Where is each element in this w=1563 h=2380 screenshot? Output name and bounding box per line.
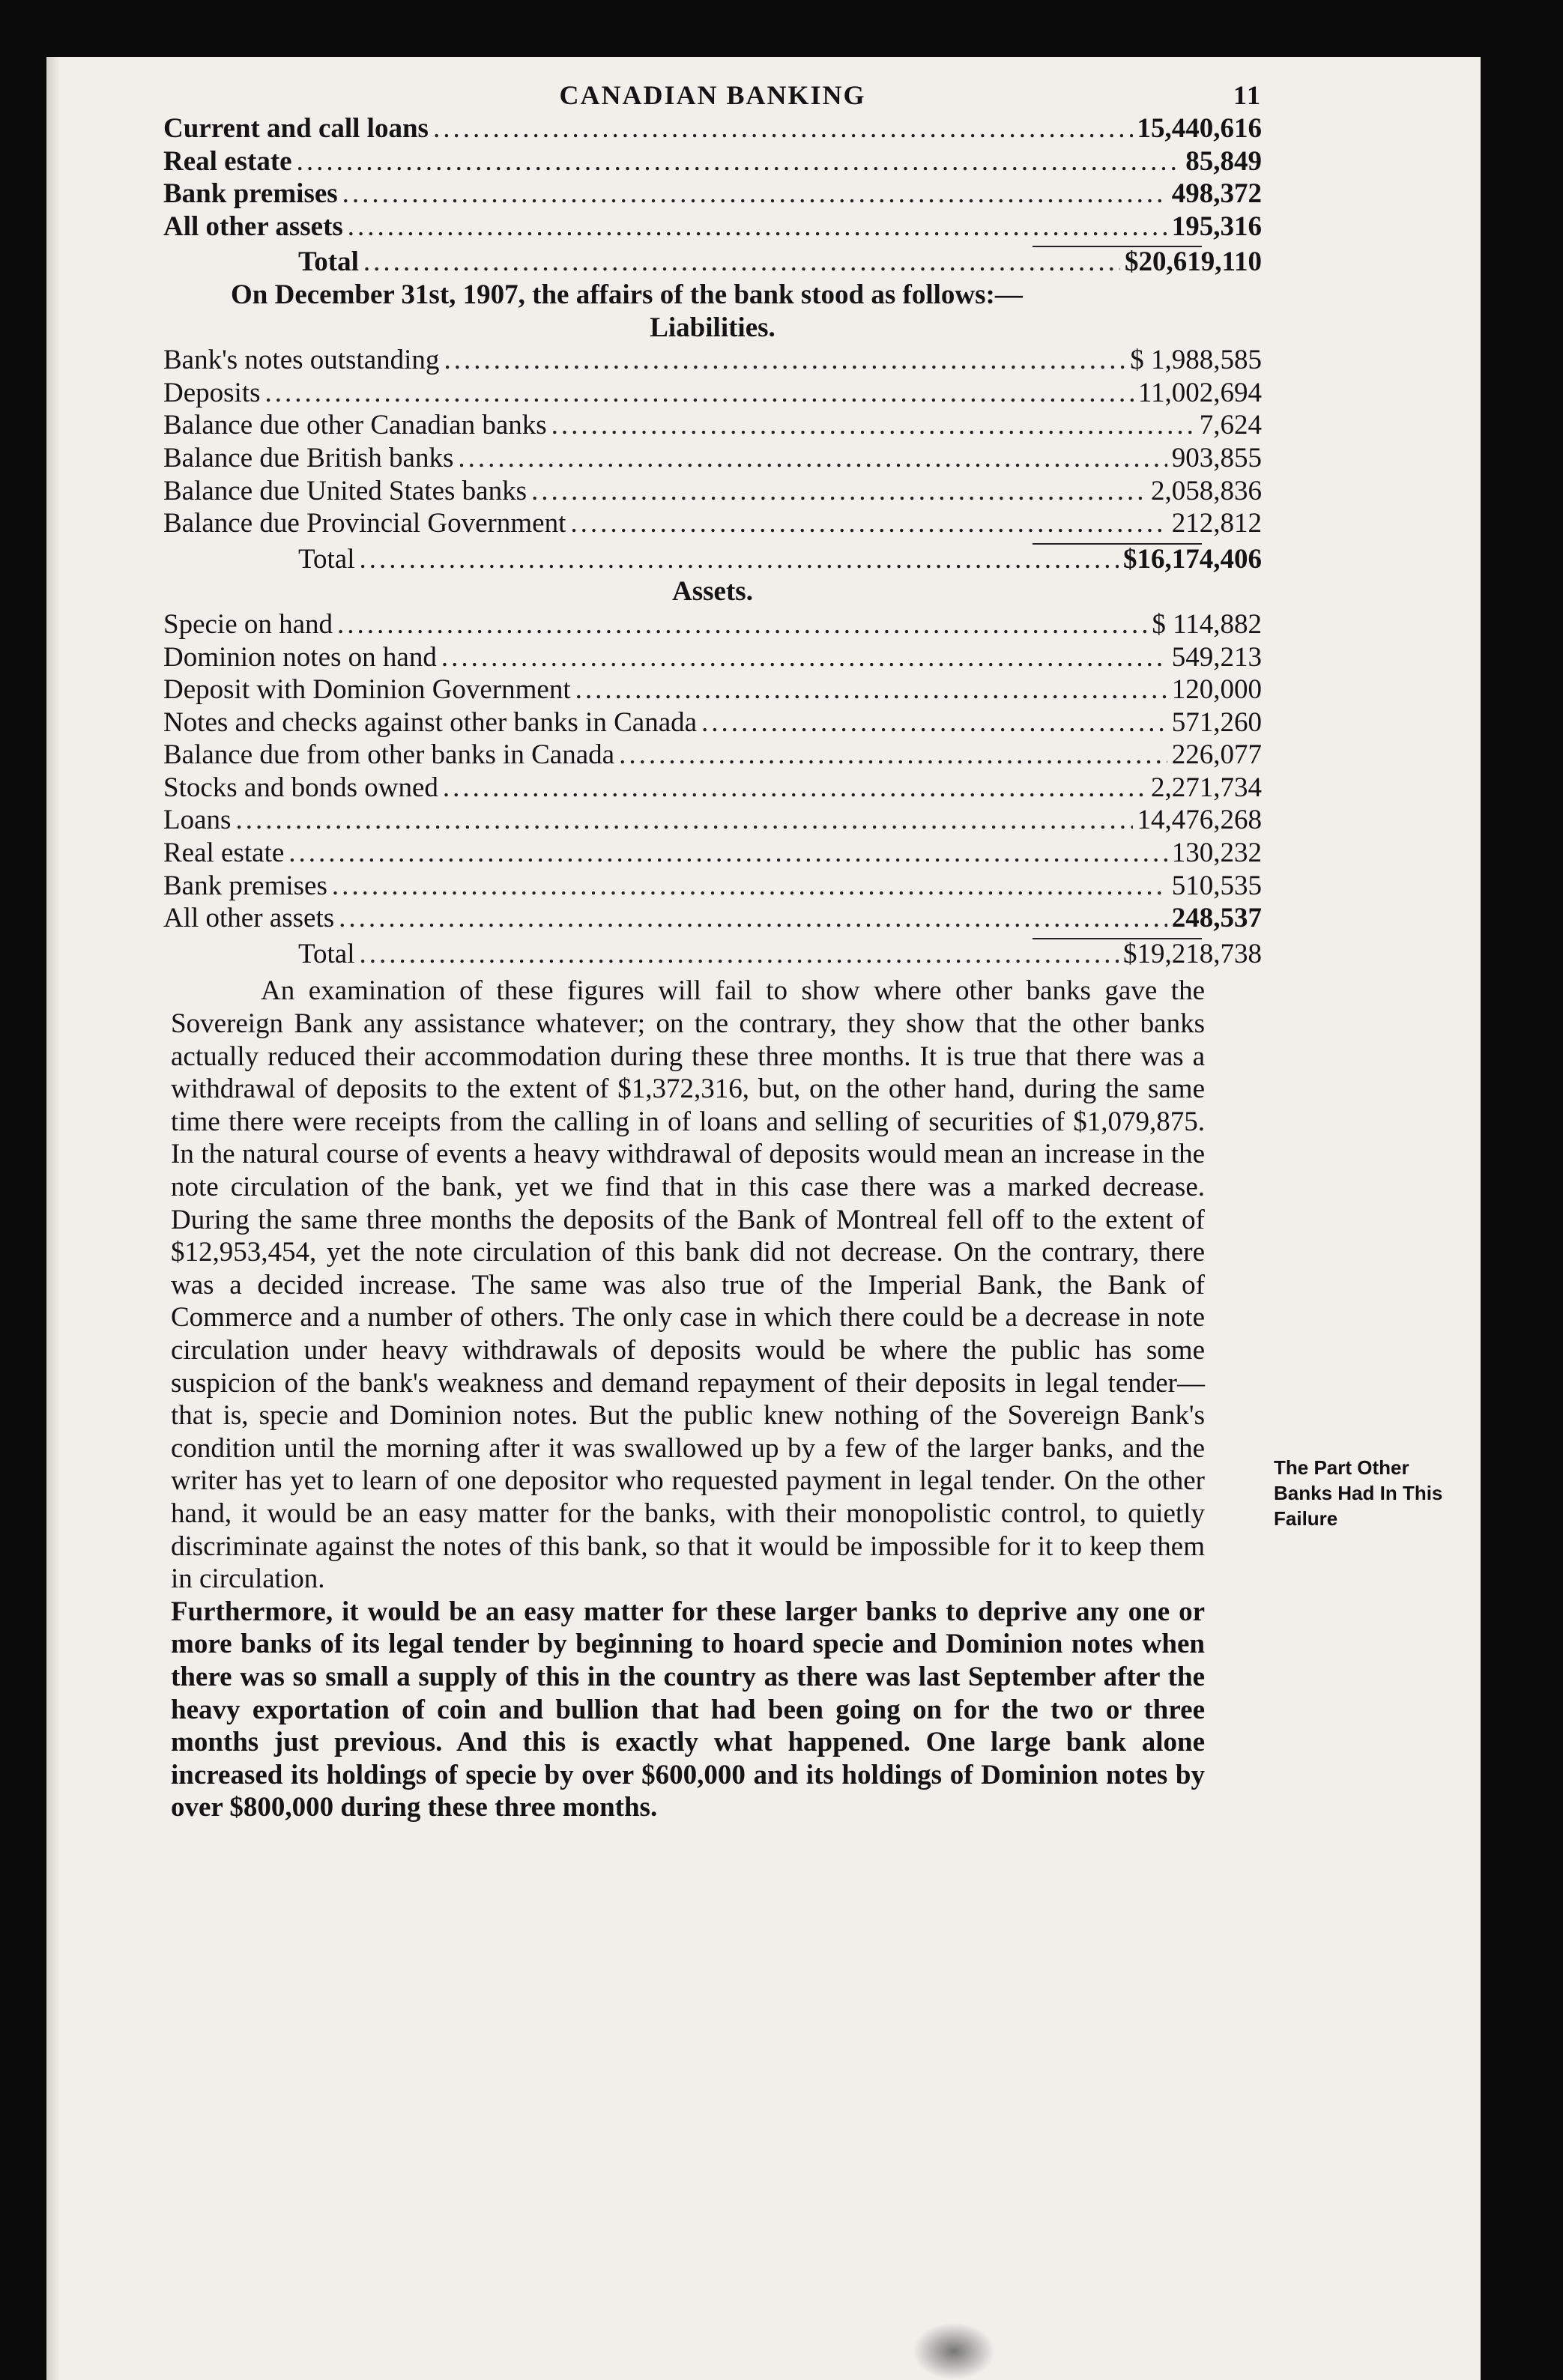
body-paragraph: An examination of these figures will fail to show where other banks gave the Sovereign Bank any assistance whatever; on the contrary, they show that the other banks actually reduced their accommodation during these three months. It is true that there was a withdrawal of deposits to the extent of $1,372,316, but, on the other hand, during the same time there were receipts from the calling in of loans and selling of securities of $1,079,875. In the natural course of events a heavy withdrawal of deposits would mean an increase in the note circulation of the bank, yet we find that in this case there was a marked decrease. During the same three months the deposits of the Bank of Montreal fell off to the extent of $12,953,454, yet the note circulation of this bank did not decrease. On the contrary, there was a decided increase. The same was also true of the Imperial Bank, the Bank of Commerce and a number of others. The only case in which there could be a decrease in note circulation under heavy withdrawals of deposits would be where the public has some suspicion of the bank's weakness and demand repayment of their deposits in legal tender—that is, specie and Dominion notes. But the public knew nothing of the Sovereign Bank's condition until the morning after it was swallowed up by a few of the larger banks, and the writer has yet to learn of one depositor who requested payment in legal tender. On the other hand, it would be an easy matter for the banks, with their monopolistic control, to quietly discriminate against the notes of this bank, so that it would be impossible for it to keep them in circulation. — [171, 975, 1205, 1595]
table-row: Bank's notes outstanding ..... $ 1,988,585 — [163, 344, 1262, 377]
table-row: Balance due United States banks ..... 2,058,836 — [163, 475, 1262, 508]
table-row: Bank premises ..... 510,535 — [163, 870, 1262, 903]
opening-total-row: Total ..... $20,619,110 — [163, 246, 1262, 279]
assets-table — [163, 608, 1262, 935]
table-row: Current and call loans ..... 15,440,616 — [163, 112, 1262, 145]
ink-blot — [913, 2322, 995, 2380]
table-row: Notes and checks against other banks in Canada ..... 571,260 — [163, 706, 1262, 739]
page-edge-shadow — [46, 57, 60, 2380]
table-row: All other assets ..... 195,316 — [163, 211, 1262, 243]
table-row: Bank premises ..... 498,372 — [163, 178, 1262, 211]
page-number: 11 — [1233, 80, 1262, 110]
table-row: Dominion notes on hand ..... 549,213 — [163, 641, 1262, 674]
opening-assets-table — [163, 112, 1262, 243]
assets-heading: Assets. — [672, 576, 753, 608]
intro-line: On December 31st, 1907, the affairs of the bank stood as follows:— — [231, 279, 1023, 310]
table-row: Real estate ..... 130,232 — [163, 837, 1262, 870]
table-row: Deposit with Dominion Government ..... 120,000 — [163, 673, 1262, 706]
liabilities-total-row: Total ..... $16,174,406 — [163, 543, 1262, 576]
running-header — [163, 79, 1262, 112]
running-title: CANADIAN BANKING — [559, 80, 866, 110]
liabilities-table — [163, 344, 1262, 540]
assets-total-row: Total ..... $19,218,738 — [163, 938, 1262, 971]
table-row: Balance due from other banks in Canada ..... 226,077 — [163, 739, 1262, 772]
body-paragraph-bold: Furthermore, it would be an easy matter for these larger banks to deprive any one or more banks of its legal tender by beginning to hoard specie and Dominion notes when there was so small a supply of this in the country as there was last September after the heavy exportation of coin and bullion that had been going on for the two or three months just previous. And this is exactly what happened. One large bank alone increased its holdings of specie by over $600,000 and its holdings of Dominion notes by over $800,000 during these three months. — [171, 1596, 1205, 1823]
margin-note: The Part Other Banks Had In This Failure — [1274, 1456, 1443, 1530]
table-row: Real estate ..... 85,849 — [163, 145, 1262, 178]
table-row: Stocks and bonds owned ..... 2,271,734 — [163, 772, 1262, 805]
table-row: Specie on hand ..... $ 114,882 — [163, 608, 1262, 641]
table-row: Balance due Provincial Government ..... 212,812 — [163, 507, 1262, 540]
table-row: Balance due British banks ..... 903,855 — [163, 442, 1262, 475]
table-row: Loans ..... 14,476,268 — [163, 804, 1262, 837]
table-row: Deposits ..... 11,002,694 — [163, 377, 1262, 410]
text-block — [163, 79, 1262, 1824]
liabilities-heading: Liabilities. — [650, 312, 776, 343]
table-row: Balance due other Canadian banks ..... 7,624 — [163, 409, 1262, 442]
table-row: All other assets ..... 248,537 — [163, 902, 1262, 935]
